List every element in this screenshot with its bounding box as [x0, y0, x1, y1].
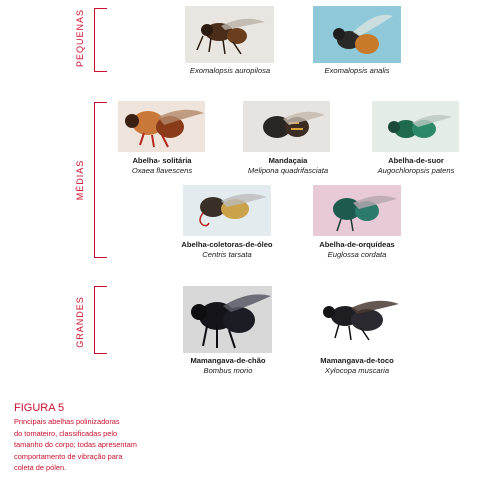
bee-image [185, 6, 274, 63]
bee-image [313, 290, 401, 350]
figure-caption-line: coleta de pólen. [14, 463, 67, 473]
bee-common-name: Mamangava-de-toco [320, 356, 394, 365]
bee-photo-exomalopsis-auropilosa [185, 6, 274, 63]
bee-common-name: Mamangava-de-chão [190, 356, 266, 365]
bee-caption [226, 156, 350, 176]
bee-scientific-name: Exomalopsis auropilosa [189, 66, 271, 75]
bee-photo-exomalopsis-analis [313, 6, 401, 63]
bee-caption [297, 66, 417, 76]
bee-scientific-name: Melipona quadrifasciata [247, 166, 329, 175]
bee-common-name: Abelha-de-orquídeas [319, 240, 395, 249]
bee-common-name: Abelha-coletoras-de-óleo [181, 240, 273, 249]
bee-photo-xylocopa-muscaria [313, 290, 401, 350]
bee-caption [165, 240, 289, 260]
bee-caption [295, 240, 419, 260]
bee-caption [295, 356, 419, 376]
figure-title: FIGURA 5 [14, 402, 65, 414]
bee-photo-centris-tarsata [183, 185, 271, 236]
bee-photo-oxaea-flavescens [118, 101, 205, 152]
bee-scientific-name: Bombus morio [203, 366, 253, 375]
figure-caption-line: tamanho do corpo; todas apresentam [14, 440, 137, 450]
bee-common-name: Abelha- solitária [132, 156, 192, 165]
bee-scientific-name: Exomalopsis analis [324, 66, 390, 75]
group-label-large: GRANDES [75, 296, 85, 348]
bee-image [118, 101, 205, 152]
bee-caption [100, 156, 224, 176]
bracket-small [94, 8, 107, 72]
bee-image [313, 185, 401, 236]
bee-image [372, 101, 459, 152]
bee-caption [170, 66, 290, 76]
bee-scientific-name: Xylocopa muscaria [324, 366, 390, 375]
bee-image [243, 101, 330, 152]
bee-photo-melipona-quadrifasciata [243, 101, 330, 152]
bracket-medium [94, 102, 107, 258]
figure-caption-line: comportamento de vibração para [14, 451, 123, 461]
bee-image [313, 6, 401, 63]
bee-photo-augochloropsis-patens [372, 101, 459, 152]
bee-scientific-name: Augochloropsis patens [377, 166, 455, 175]
bee-common-name: Mandaçaia [268, 156, 308, 165]
figure-caption [14, 416, 204, 474]
bee-scientific-name: Centris tarsata [202, 250, 252, 259]
bee-caption [354, 156, 478, 176]
bee-image [183, 185, 271, 236]
bee-scientific-name: Euglossa cordata [327, 250, 387, 259]
bee-image [183, 286, 272, 353]
figure-caption-line: Principais abelhas polinizadoras [14, 417, 120, 426]
group-label-medium: MÉDIAS [75, 159, 85, 201]
bee-photo-bombus-morio [183, 286, 272, 353]
group-label-small: PEQUENAS [75, 9, 85, 68]
bee-photo-euglossa-cordata [313, 185, 401, 236]
figure-caption-line: do tomateiro, classificadas pelo [14, 428, 118, 438]
bee-common-name: Abelha-de-suor [388, 156, 444, 165]
bracket-large [94, 286, 107, 354]
bee-caption [166, 356, 290, 376]
bee-scientific-name: Oxaea flavescens [131, 166, 193, 175]
